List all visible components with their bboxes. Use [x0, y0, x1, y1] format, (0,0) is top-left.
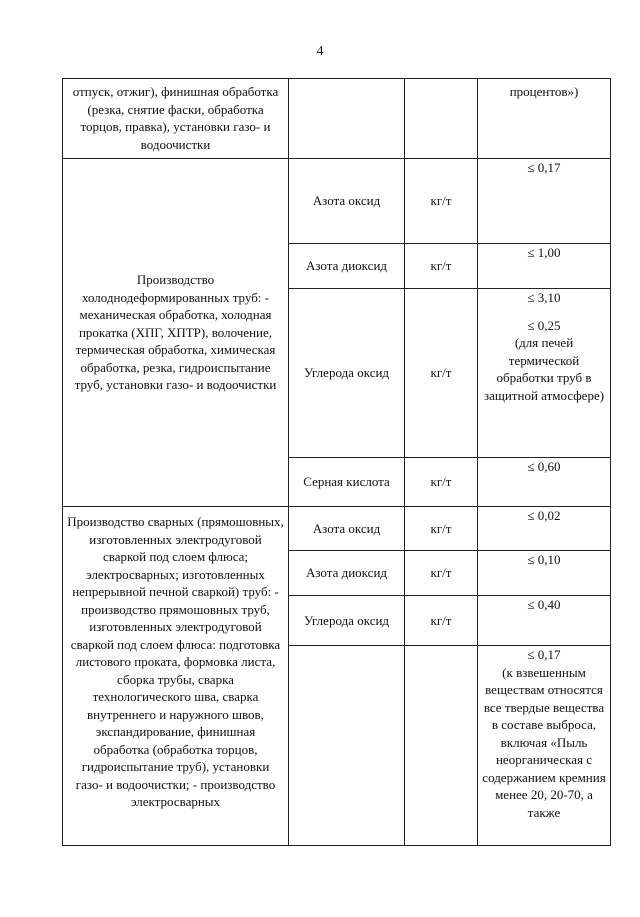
value-cell: ≤ 0,17 — [478, 159, 611, 244]
unit-cell: кг/т — [405, 159, 478, 244]
substance-cell — [289, 79, 405, 159]
value-note: (для печей термической обработки труб в защитной атмосфере) — [483, 335, 605, 403]
unit-cell: кг/т — [405, 289, 478, 458]
value-text: ≤ 0,25 — [527, 317, 561, 333]
unit-cell: кг/т — [405, 596, 478, 646]
value-cell: ≤ 0,02 — [478, 507, 611, 551]
value-text: ≤ 3,10 — [527, 290, 561, 305]
substance-cell: Азота оксид — [289, 507, 405, 551]
table-row — [63, 79, 611, 159]
process-cell — [63, 79, 289, 159]
substance-cell: Углерода оксид — [289, 596, 405, 646]
table-row — [63, 507, 611, 551]
value-cell: ≤ 0,40 — [478, 596, 611, 646]
substance-cell: Углерода оксид — [289, 289, 405, 458]
value-text: процентов») — [509, 84, 579, 99]
value-cell — [478, 79, 611, 159]
process-text: отпуск, отжиг), финишная обработка (резка, снятие фаски, обработка торцов, правка), установки газо- и водоочистки — [72, 84, 279, 152]
value-cell — [478, 646, 611, 846]
substance-cell — [289, 646, 405, 846]
value-cell — [478, 289, 611, 458]
value-cell: ≤ 1,00 — [478, 244, 611, 289]
process-cell — [63, 507, 289, 846]
substance-cell: Азота оксид — [289, 159, 405, 244]
unit-cell: кг/т — [405, 244, 478, 289]
page-number: 4 — [316, 44, 324, 59]
table-row — [63, 159, 611, 244]
emissions-table — [62, 78, 611, 846]
value-cell: ≤ 0,10 — [478, 551, 611, 596]
process-text: Производство сварных (прямошовных, изготовленных электродуговой сваркой под слоем флюса; электросварных; изготовленных непрерывной печной сваркой) труб: - производство прямошовных труб, изготовленных электродуговой сваркой под слоем флюса: подготовка листового проката, формовка листа, сборка трубы, сварка технологического шва, сварка внутреннего и наружного швов, экспандирование, финишная обработка (обработка торцов, гидроиспытание труб), установки газо- и водоочистки; - производство электросварных — [67, 514, 284, 809]
unit-cell — [405, 79, 478, 159]
substance-cell: Серная кислота — [289, 458, 405, 507]
unit-cell: кг/т — [405, 507, 478, 551]
substance-cell: Азота диоксид — [289, 551, 405, 596]
substance-cell: Азота диоксид — [289, 244, 405, 289]
process-text: Производство холоднодеформированных труб: - механическая обработка, холодная прокатка (ХПГ, ХПТР), волочение, термическая обработка, химическая обработка, резка, гидроиспытание труб, установки газо- и водоочистки — [74, 272, 277, 393]
unit-cell: кг/т — [405, 458, 478, 507]
value-text: ≤ 0,17 — [527, 647, 561, 662]
value-note: (к взвешенным веществам относятся все твердые вещества в составе выброса, включая «Пыль неорганическая с содержанием кремния менее 20, 20-70, а также — [482, 664, 606, 820]
value-cell: ≤ 0,60 — [478, 458, 611, 507]
unit-cell — [405, 646, 478, 846]
unit-cell: кг/т — [405, 551, 478, 596]
process-cell — [63, 159, 289, 507]
